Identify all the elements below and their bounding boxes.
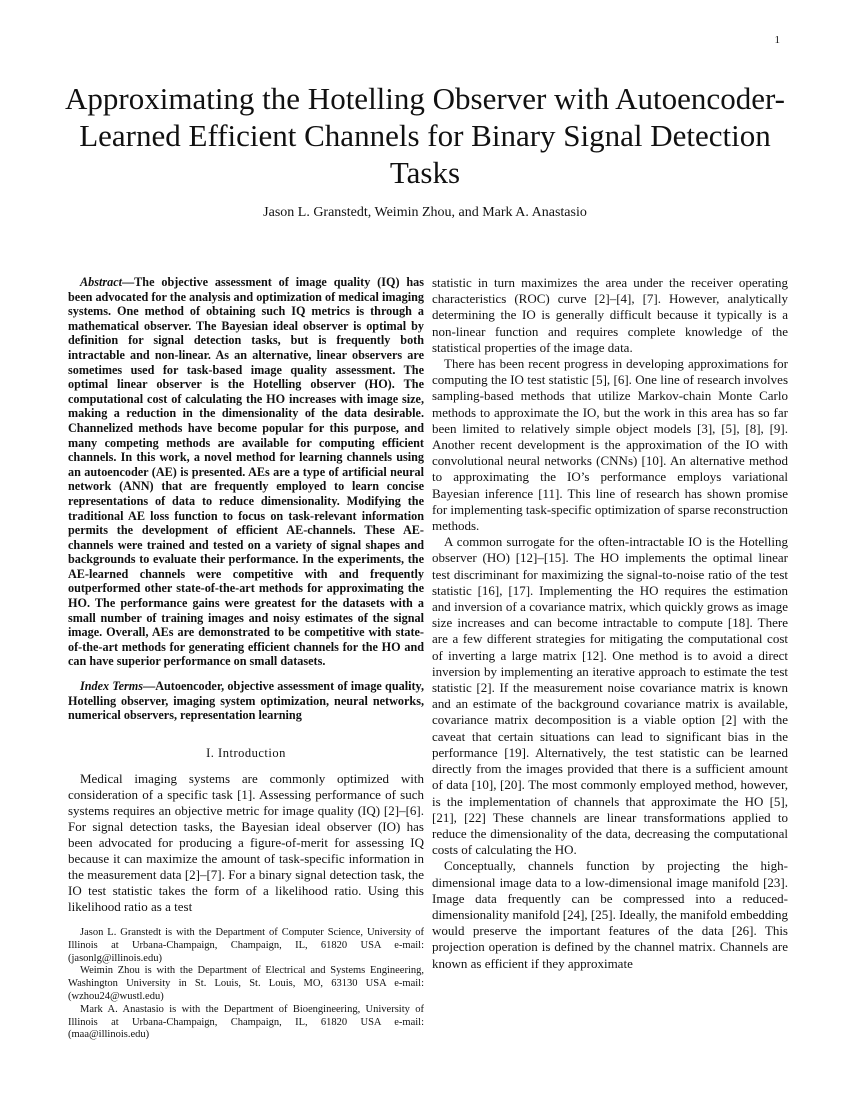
abstract-lead: Abstract xyxy=(80,275,122,289)
intro-paragraph-1: Medical imaging systems are commonly optimized with consideration of a specific task [1]. Assessing performance of such systems requires an objective metric for image quality (IQ) [2]–[6]. For signal detection tasks, the Bayesian ideal observer (IO) has been advocated for producing a figure-of-merit for assessing IQ because it can maximize the amount of task-specific information in the measurement data [2]–[7]. For a binary signal detection task, the IO test statistic takes the form of a likelihood ratio. Using this likelihood ratio as a test xyxy=(68,770,424,914)
footnote-anastasio: Mark A. Anastasio is with the Department of Bioengineering, University of Illinois at Urbana-Champaign, Champaign, IL, 61820 USA e-mail: (maa@illinois.edu) xyxy=(68,1003,424,1041)
right-column xyxy=(432,275,788,972)
footnote-zhou: Weimin Zhou is with the Department of Electrical and Systems Engineering, Washington University in St. Louis, St. Louis, MO, 63130 USA e-mail: (wzhou24@wustl.edu) xyxy=(68,965,424,1002)
intro-paragraph-channels: Conceptually, channels function by projecting the high-dimensional image data to a low-dimensional image manifold [23]. Image data frequently can be compressed into a reduced-dimensionality manifold [24], [25]. Ideally, the manifold embedding would preserve the important features of the data [26]. This projection operation is defined by the channel matrix. Channels are known as efficient if they approximate xyxy=(432,858,788,971)
footnote-granstedt: Jason L. Granstedt is with the Department of Computer Science, University of Illinois at Urbana-Champaign, Champaign, IL, 61820 USA e-mail: (jasonlg@illinois.edu) xyxy=(68,927,424,964)
page-number: 1 xyxy=(774,34,780,46)
abstract xyxy=(68,275,424,669)
left-column xyxy=(68,275,424,915)
author-list: Jason L. Granstedt, Weimin Zhou, and Mark A. Anastasio xyxy=(263,205,587,220)
intro-paragraph-hotelling: A common surrogate for the often-intractable IO is the Hotelling observer (HO) [12]–[15]. The HO implements the optimal linear test discriminant for maximizing the signal-to-noise ratio of the test statistic [16], [17]. Implementing the HO requires the estimation and inversion of a covariance matrix, which quickly grows as image size increases and can become intractable to compute [18]. There are a few different strategies for mitigating the computational cost of inverting a large matrix [12]. One method is to avoid a direct inversion by implementing an iterative approach to estimate the test statistic [2]. If the measurement noise covariance matrix is known and an estimate of the background covariance matrix is available, covariance matrix decomposition is a viable option [2] with the caveat that certain situations can lead to significant bias in the performance [19]. Alternatively, the test statistic can be learned directly from the images provided that there is a sufficient amount of data [10], [20]. The most commonly employed method, however, is the implementation of channels that approximate the HO [5], [21], [22] These channels are linear transformations applied to reduce the dimensionality of the data, decreasing the computational costs of calculating the HO. xyxy=(432,534,788,858)
index-terms xyxy=(68,679,424,723)
author-footnotes xyxy=(68,927,424,1042)
intro-paragraph-continued: statistic in turn maximizes the area under the receiver operating characteristics (ROC) curve [2]–[4], [7]. However, analytically determining the IO is generally difficult because it typically is a non-linear function and requires complete knowledge of the statistical properties of the image data. xyxy=(432,275,788,355)
paper-title: Approximating the Hotelling Observer with Autoencoder-Learned Efficient Channels for Binary Signal Detection Tasks xyxy=(65,81,785,190)
intro-paragraph-approximations: There has been recent progress in developing approximations for computing the IO test statistic [5], [6]. One line of research involves sampling-based methods that utilize Markov-chain Monte Carlo methods to approximate the IO, but the work in this area has so far been limited to relatively simple object models [3], [5], [8], [9]. Another recent development is the approximation of the IO with convolutional neural networks (CNNs) [10]. An alternative method to approximating the IO’s performance employs variational Bayesian inference [11]. This line of research has shown promise for implementing task-specific optimization of sparse reconstruction methods. xyxy=(432,356,788,534)
index-terms-lead: Index Terms xyxy=(80,679,144,694)
index-terms-text: —Autoencoder, objective assessment of image quality, Hotelling observer, imaging system optimization, neural networks, numerical observers, representation learning xyxy=(68,679,424,723)
abstract-text: —The objective assessment of image quality (IQ) has been advocated for the analysis and optimization of medical imaging systems. One method of obtaining such IQ metrics is through a mathematical observer. The Bayesian ideal observer is optimal by definition for signal detection tasks, but is frequently both intractable and non-linear. As an alternative, linear observers are sometimes used for task-based image quality assessment. The optimal linear observer is the Hotelling observer (HO). The computational cost of calculating the HO increases with image size, making a reduction in the dimensionality of the data desirable. Channelized methods have become popular for this purpose, and many competing methods are available for computing efficient channels. In this work, a novel method for learning channels using an autoencoder (AE) is presented. AEs are a type of artificial neural network (ANN) that are frequently employed to learn concise representations of data to reduce dimensionality. Modifying the traditional AE loss function to focus on task-relevant information permits the development of efficient AE-channels. These AE-channels were trained and tested on a variety of signal shapes and backgrounds to evaluate their performance. In the experiments, the AE-learned channels were competitive with and frequently outperformed other state-of-the-art methods for approximating the HO. The performance gains were greatest for the datasets with a small number of training images and noisy estimates of the signal image. Overall, AEs are demonstrated to be competitive with state-of-the-art methods for generating efficient channels for the HO and can have superior performance on small datasets. xyxy=(68,275,424,669)
section-heading-introduction: I. Introduction xyxy=(206,745,286,760)
